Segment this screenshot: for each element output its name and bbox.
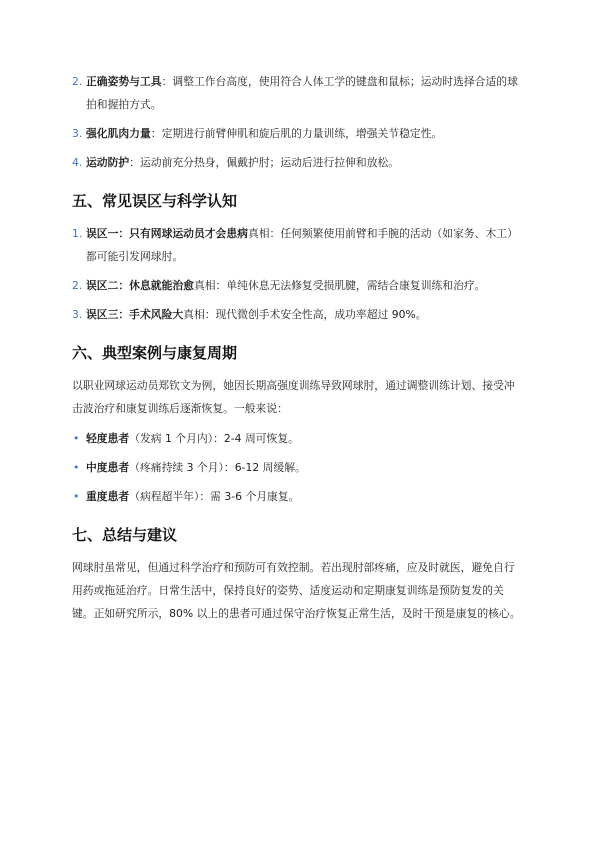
- bullet-item-title: 轻度患者: [86, 432, 130, 445]
- list-item-title: 误区一：只有网球运动员才会患病: [86, 227, 248, 240]
- bullet-item-text: （发病 1 个月内）：2-4 周可恢复。: [129, 432, 299, 445]
- bullet-item-title: 重度患者: [86, 490, 130, 503]
- list-number: 2.: [72, 279, 83, 292]
- list-item-title: 强化肌肉力量: [86, 127, 151, 140]
- list-number: 1.: [72, 227, 83, 240]
- list-item: [72, 70, 525, 116]
- list-item-text: ：调整工作台高度，使用符合人体工学的键盘和鼠标；运动时选择合适的球拍和握拍方式。: [86, 75, 518, 111]
- section-heading: 七、总结与建议: [72, 526, 178, 544]
- bullet-marker: •: [73, 490, 80, 503]
- list-item: [72, 122, 525, 145]
- body-paragraph: 以职业网球运动员郑钦文为例，她因长期高强度训练导致网球肘，通过调整训练计划、接受冲击波治疗和康复训练后逐渐恢复。一般来说：: [72, 379, 515, 415]
- list-item-text: 真相：现代微创手术安全性高，成功率超过 90%。: [183, 308, 427, 321]
- bullet-item-text: （疼痛持续 3 个月）：6-12 周缓解。: [129, 461, 306, 474]
- document-body: [72, 70, 525, 632]
- bullet-item-title: 中度患者: [86, 461, 130, 474]
- section-heading: 五、常见误区与科学认知: [72, 192, 238, 210]
- body-paragraph: 网球肘虽常见，但通过科学治疗和预防可有效控制。若出现肘部疼痛，应及时就医，避免自行用药或拖延治疗。日常生活中，保持良好的姿势、适度运动和定期康复训练是预防复发的关键。正如研究所示，80% 以上的患者可通过保守治疗恢复正常生活，及时干预是康复的核心。: [72, 561, 521, 620]
- list-number: 4.: [72, 156, 83, 169]
- list-item: [72, 274, 525, 297]
- list-item-text: 真相：任何频繁使用前臂和手腕的活动（如家务、木工）都可能引发网球肘。: [86, 227, 518, 263]
- bullet-item: [72, 485, 525, 508]
- list-item: [72, 222, 525, 268]
- list-item-text: ：运动前充分热身，佩戴护肘；运动后进行拉伸和放松。: [129, 156, 400, 169]
- list-number: 3.: [72, 127, 83, 140]
- list-item-title: 误区三：手术风险大: [86, 308, 184, 321]
- list-item-title: 误区二：休息就能治愈: [86, 279, 194, 292]
- bullet-item: [72, 456, 525, 479]
- list-number: 2.: [72, 75, 83, 88]
- list-item: [72, 151, 525, 174]
- bullet-item: [72, 427, 525, 450]
- list-item-title: 运动防护: [86, 156, 130, 169]
- list-item-text: ：定期进行前臂伸肌和旋后肌的力量训练，增强关节稳定性。: [150, 127, 443, 140]
- list-number: 3.: [72, 308, 83, 321]
- bullet-item-text: （病程超半年）：需 3-6 个月康复。: [129, 490, 300, 503]
- bullet-marker: •: [73, 432, 80, 445]
- bullet-marker: •: [73, 461, 80, 474]
- section-heading: 六、典型案例与康复周期: [72, 344, 238, 362]
- list-item-title: 正确姿势与工具: [86, 75, 162, 88]
- list-item: [72, 303, 525, 326]
- list-item-text: 真相：单纯休息无法修复受损肌腱，需结合康复训练和治疗。: [193, 279, 486, 292]
